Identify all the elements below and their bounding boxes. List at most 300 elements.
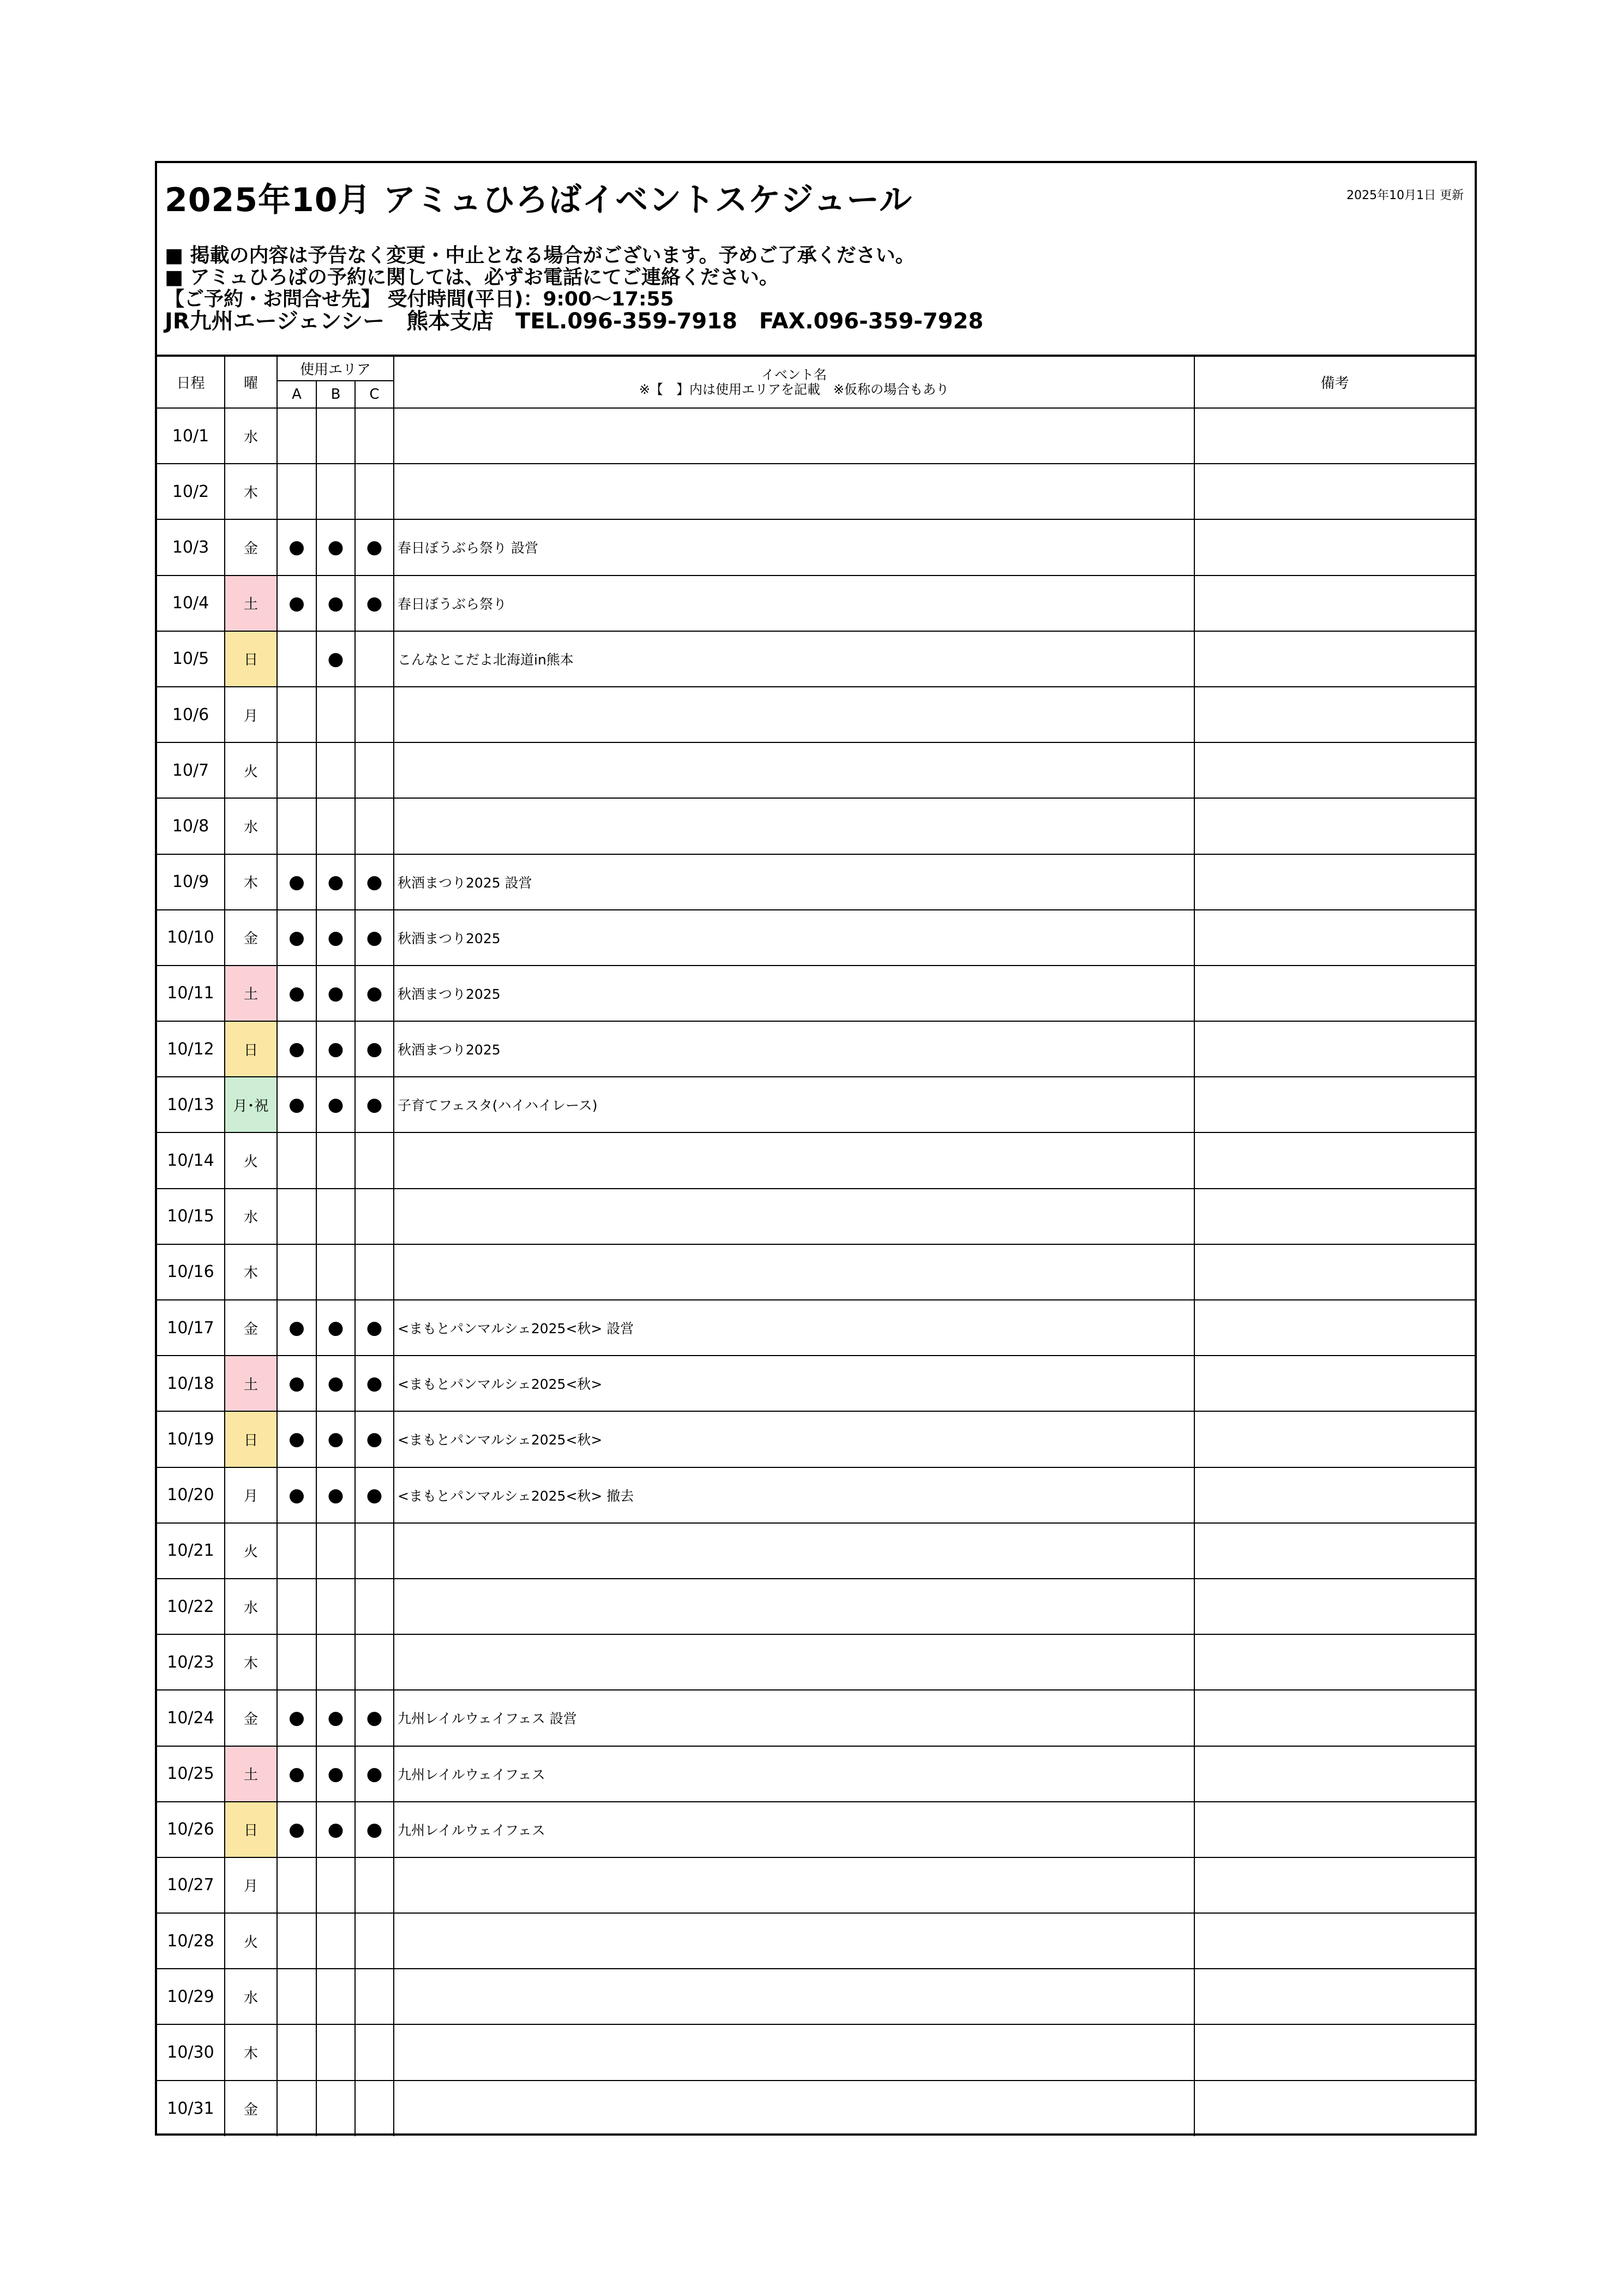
area-b-cell [316,1802,355,1857]
area-used-dot: ● [366,1372,383,1395]
weekday-cell: 水 [225,408,277,464]
area-used-dot: ● [288,1428,305,1450]
date-cell: 10/23 [157,1634,225,1690]
remarks-cell [1194,408,1475,464]
area-b-cell [316,1690,355,1746]
area-used-dot: ● [327,592,344,614]
column-header-remarks: 備考 [1194,357,1475,408]
event-name-cell: 春日ぼうぶら祭り 設営 [394,519,1194,575]
area-used-dot: ● [327,536,344,559]
weekday-cell: 月 [225,687,277,742]
area-b-cell [316,1189,355,1244]
date-cell: 10/20 [157,1467,225,1523]
column-header-area-a: A [277,381,316,408]
area-used-dot: ● [327,1038,344,1060]
area-b-cell [316,2081,355,2136]
area-c-cell [355,910,394,966]
event-name-cell [394,2081,1194,2136]
date-cell: 10/27 [157,1857,225,1913]
area-used-dot: ● [366,1317,383,1339]
weekday-cell: 火 [225,1132,277,1188]
area-a-cell [277,2081,316,2136]
area-used-dot: ● [327,1317,344,1339]
contact-line: JR九州エージェンシー 熊本支店 TEL.096-359-7918 FAX.096-359-7928 [165,309,984,334]
date-cell: 10/24 [157,1690,225,1746]
area-used-dot: ● [366,1818,383,1841]
table-row [157,1913,1475,1969]
area-c-cell [355,687,394,742]
weekday-cell: 木 [225,464,277,519]
event-name-cell: 秋酒まつり2025 [394,1021,1194,1077]
event-name-cell: 九州レイルウェイフェス [394,1746,1194,1802]
date-cell: 10/31 [157,2081,225,2136]
weekday-cell: 月･祝 [225,1077,277,1132]
area-used-dot: ● [366,536,383,559]
area-a-cell [277,464,316,519]
table-row [157,742,1475,798]
table-row [157,1132,1475,1188]
area-used-dot: ● [327,1707,344,1729]
area-b-cell [316,576,355,631]
event-name-cell: 秋酒まつり2025 [394,910,1194,966]
event-name-cell [394,1523,1194,1579]
area-c-cell [355,408,394,464]
weekday-cell: 日 [225,1411,277,1467]
date-cell: 10/21 [157,1523,225,1579]
table-row [157,1969,1475,2024]
area-used-dot: ● [366,592,383,614]
table-row [157,854,1475,910]
remarks-cell [1194,1300,1475,1356]
remarks-cell [1194,1189,1475,1244]
area-a-cell [277,1634,316,1690]
area-b-cell [316,2024,355,2080]
date-cell: 10/14 [157,1132,225,1188]
event-name-cell: <まもとパンマルシェ2025<秋> [394,1411,1194,1467]
table-row [157,2081,1475,2136]
area-used-dot: ● [366,926,383,949]
table-row [157,798,1475,854]
remarks-cell [1194,631,1475,687]
event-name-cell: <まもとパンマルシェ2025<秋> 設営 [394,1300,1194,1356]
date-cell: 10/4 [157,576,225,631]
area-a-cell [277,2024,316,2080]
weekday-cell: 木 [225,2024,277,2080]
event-name-cell [394,1913,1194,1969]
area-a-cell [277,1579,316,1634]
area-b-cell [316,1077,355,1132]
area-c-cell [355,1857,394,1913]
weekday-cell: 金 [225,519,277,575]
event-name-cell [394,742,1194,798]
remarks-cell [1194,1244,1475,1300]
area-b-cell [316,1467,355,1523]
notice-line-change: ■ 掲載の内容は予告なく変更・中止となる場合がございます。予めご了承ください。 [165,244,915,267]
area-used-dot: ● [288,1763,305,1785]
weekday-cell: 日 [225,1802,277,1857]
schedule-sheet [155,161,1477,2136]
area-b-cell [316,910,355,966]
table-row [157,1746,1475,1802]
table-row [157,631,1475,687]
area-a-cell [277,1411,316,1467]
table-row [157,966,1475,1021]
area-b-cell [316,1746,355,1802]
table-row [157,910,1475,966]
area-used-dot: ● [288,926,305,949]
table-row [157,576,1475,631]
area-used-dot: ● [288,1038,305,1060]
area-used-dot: ● [327,1428,344,1450]
area-b-cell [316,631,355,687]
remarks-cell [1194,966,1475,1021]
area-used-dot: ● [327,1818,344,1841]
area-b-cell [316,519,355,575]
remarks-cell [1194,1969,1475,2024]
area-a-cell [277,910,316,966]
table-row [157,1300,1475,1356]
area-a-cell [277,854,316,910]
event-name-cell [394,2024,1194,2080]
event-name-cell [394,1857,1194,1913]
area-used-dot: ● [288,1372,305,1395]
table-row [157,1077,1475,1132]
area-a-cell [277,1857,316,1913]
date-cell: 10/22 [157,1579,225,1634]
area-c-cell [355,1579,394,1634]
weekday-cell: 金 [225,2081,277,2136]
remarks-cell [1194,1746,1475,1802]
weekday-cell: 水 [225,1969,277,2024]
schedule-rows [157,408,1475,2136]
area-used-dot: ● [327,1372,344,1395]
weekday-cell: 月 [225,1467,277,1523]
area-a-cell [277,1523,316,1579]
area-used-dot: ● [288,592,305,614]
event-name-cell [394,408,1194,464]
date-cell: 10/17 [157,1300,225,1356]
event-name-cell [394,1132,1194,1188]
area-used-dot: ● [327,982,344,1004]
table-row [157,2024,1475,2080]
area-used-dot: ● [288,1818,305,1841]
area-b-cell [316,408,355,464]
area-c-cell [355,1467,394,1523]
area-a-cell [277,576,316,631]
table-row [157,1356,1475,1411]
date-cell: 10/15 [157,1189,225,1244]
date-cell: 10/16 [157,1244,225,1300]
area-c-cell [355,1969,394,2024]
date-cell: 10/3 [157,519,225,575]
area-c-cell [355,1523,394,1579]
remarks-cell [1194,519,1475,575]
date-cell: 10/26 [157,1802,225,1857]
area-used-dot: ● [366,1484,383,1506]
area-c-cell [355,1021,394,1077]
area-c-cell [355,1802,394,1857]
date-cell: 10/28 [157,1913,225,1969]
event-name-cell [394,687,1194,742]
date-cell: 10/19 [157,1411,225,1467]
remarks-cell [1194,910,1475,966]
weekday-cell: 土 [225,1746,277,1802]
area-b-cell [316,1579,355,1634]
area-used-dot: ● [288,1094,305,1116]
area-a-cell [277,1021,316,1077]
remarks-cell [1194,1913,1475,1969]
table-row [157,1244,1475,1300]
area-used-dot: ● [327,1763,344,1785]
date-cell: 10/29 [157,1969,225,2024]
area-a-cell [277,1356,316,1411]
area-a-cell [277,1132,316,1188]
remarks-cell [1194,687,1475,742]
area-a-cell [277,519,316,575]
area-c-cell [355,1189,394,1244]
area-c-cell [355,1411,394,1467]
area-c-cell [355,1244,394,1300]
date-cell: 10/1 [157,408,225,464]
area-used-dot: ● [327,1484,344,1506]
column-header-area-c: C [355,381,394,408]
weekday-cell: 火 [225,1523,277,1579]
area-a-cell [277,1746,316,1802]
event-name-cell [394,1634,1194,1690]
area-c-cell [355,1300,394,1356]
area-c-cell [355,2024,394,2080]
area-used-dot: ● [327,926,344,949]
remarks-cell [1194,854,1475,910]
weekday-cell: 水 [225,1189,277,1244]
remarks-cell [1194,1857,1475,1913]
table-row [157,1802,1475,1857]
area-used-dot: ● [288,1484,305,1506]
date-cell: 10/9 [157,854,225,910]
weekday-cell: 火 [225,1913,277,1969]
event-name-cell: 春日ぼうぶら祭り [394,576,1194,631]
area-c-cell [355,1746,394,1802]
page-title: 2025年10月 アミュひろばイベントスケジュール [165,181,912,219]
area-b-cell [316,798,355,854]
column-header-area: 使用エリア [277,357,394,381]
area-a-cell [277,1802,316,1857]
schedule-table [157,357,1475,2136]
event-name-cell: 九州レイルウェイフェス [394,1802,1194,1857]
notice-line-hours: 【ご予約・お問合せ先】 受付時間(平日)：9:00～17:55 [165,288,674,310]
area-a-cell [277,1467,316,1523]
area-c-cell [355,2081,394,2136]
date-cell: 10/7 [157,742,225,798]
table-row [157,408,1475,464]
weekday-cell: 日 [225,1021,277,1077]
date-cell: 10/8 [157,798,225,854]
area-a-cell [277,1244,316,1300]
area-c-cell [355,576,394,631]
area-b-cell [316,1411,355,1467]
column-header-event [394,357,1194,408]
weekday-cell: 木 [225,1634,277,1690]
weekday-cell: 月 [225,1857,277,1913]
area-a-cell [277,408,316,464]
area-a-cell [277,966,316,1021]
remarks-cell [1194,1411,1475,1467]
area-used-dot: ● [327,648,344,670]
remarks-cell [1194,798,1475,854]
area-b-cell [316,854,355,910]
date-cell: 10/11 [157,966,225,1021]
area-used-dot: ● [327,1094,344,1116]
weekday-cell: 土 [225,966,277,1021]
event-name-cell: 秋酒まつり2025 設営 [394,854,1194,910]
remarks-cell [1194,1634,1475,1690]
table-row [157,519,1475,575]
weekday-cell: 金 [225,1690,277,1746]
area-b-cell [316,464,355,519]
remarks-cell [1194,1690,1475,1746]
weekday-cell: 木 [225,1244,277,1300]
event-name-cell: 秋酒まつり2025 [394,966,1194,1021]
event-name-cell [394,1579,1194,1634]
event-name-cell: 九州レイルウェイフェス 設営 [394,1690,1194,1746]
area-b-cell [316,966,355,1021]
area-c-cell [355,1634,394,1690]
remarks-cell [1194,576,1475,631]
area-b-cell [316,1132,355,1188]
date-cell: 10/12 [157,1021,225,1077]
remarks-cell [1194,2024,1475,2080]
weekday-cell: 土 [225,576,277,631]
weekday-cell: 水 [225,1579,277,1634]
event-name-cell: 子育てフェスタ(ハイハイレース) [394,1077,1194,1132]
table-row [157,1467,1475,1523]
area-used-dot: ● [366,1094,383,1116]
area-a-cell [277,1969,316,2024]
date-cell: 10/25 [157,1746,225,1802]
table-row [157,687,1475,742]
area-b-cell [316,687,355,742]
area-b-cell [316,1244,355,1300]
weekday-cell: 日 [225,631,277,687]
notice-block [165,245,983,332]
date-cell: 10/2 [157,464,225,519]
area-used-dot: ● [366,1707,383,1729]
event-name-cell: <まもとパンマルシェ2025<秋> 撤去 [394,1467,1194,1523]
weekday-cell: 水 [225,798,277,854]
date-cell: 10/13 [157,1077,225,1132]
event-name-cell [394,1244,1194,1300]
weekday-cell: 金 [225,1300,277,1356]
area-a-cell [277,798,316,854]
notice-line-booking: ■ アミュひろばの予約に関しては、必ずお電話にてご連絡ください。 [165,266,779,289]
area-c-cell [355,464,394,519]
area-c-cell [355,798,394,854]
remarks-cell [1194,1356,1475,1411]
remarks-cell [1194,1579,1475,1634]
area-used-dot: ● [288,871,305,893]
updated-date: 2025年10月1日 更新 [1347,189,1464,202]
table-row [157,1634,1475,1690]
date-cell: 10/5 [157,631,225,687]
column-header-area-b: B [316,381,355,408]
area-a-cell [277,1300,316,1356]
remarks-cell [1194,1467,1475,1523]
area-c-cell [355,742,394,798]
area-b-cell [316,1021,355,1077]
event-name-cell [394,798,1194,854]
area-c-cell [355,1132,394,1188]
weekday-cell: 金 [225,910,277,966]
column-header-dow: 曜 [225,357,277,408]
area-used-dot: ● [366,1038,383,1060]
table-row [157,1523,1475,1579]
table-row [157,1579,1475,1634]
area-a-cell [277,1189,316,1244]
area-a-cell [277,1913,316,1969]
area-used-dot: ● [288,982,305,1004]
date-cell: 10/30 [157,2024,225,2080]
weekday-cell: 土 [225,1356,277,1411]
area-c-cell [355,519,394,575]
area-c-cell [355,631,394,687]
area-used-dot: ● [366,1428,383,1450]
event-header-note: ※【 】内は使用エリアを記載 ※仮称の場合もあり [639,381,949,397]
table-row [157,464,1475,519]
table-row [157,1021,1475,1077]
area-b-cell [316,1523,355,1579]
event-name-cell [394,1969,1194,2024]
event-header-label: イベント名 [761,367,827,382]
event-name-cell [394,464,1194,519]
weekday-cell: 火 [225,742,277,798]
remarks-cell [1194,1523,1475,1579]
area-used-dot: ● [288,536,305,559]
remarks-cell [1194,2081,1475,2136]
column-header-date: 日程 [157,357,225,408]
event-name-cell: こんなとこだよ北海道in熊本 [394,631,1194,687]
area-b-cell [316,742,355,798]
area-c-cell [355,854,394,910]
remarks-cell [1194,1802,1475,1857]
area-b-cell [316,1356,355,1411]
date-cell: 10/10 [157,910,225,966]
area-b-cell [316,1634,355,1690]
area-used-dot: ● [288,1707,305,1729]
remarks-cell [1194,464,1475,519]
event-name-cell: <まもとパンマルシェ2025<秋> [394,1356,1194,1411]
sheet-header [157,163,1475,357]
area-c-cell [355,1077,394,1132]
area-used-dot: ● [366,1763,383,1785]
area-a-cell [277,742,316,798]
remarks-cell [1194,742,1475,798]
area-c-cell [355,1690,394,1746]
area-b-cell [316,1969,355,2024]
remarks-cell [1194,1077,1475,1132]
area-a-cell [277,1077,316,1132]
remarks-cell [1194,1021,1475,1077]
table-row [157,1411,1475,1467]
area-used-dot: ● [288,1317,305,1339]
area-c-cell [355,1913,394,1969]
event-name-cell [394,1189,1194,1244]
table-row [157,1857,1475,1913]
table-row [157,1690,1475,1746]
area-b-cell [316,1300,355,1356]
area-a-cell [277,631,316,687]
area-used-dot: ● [366,871,383,893]
area-c-cell [355,1356,394,1411]
